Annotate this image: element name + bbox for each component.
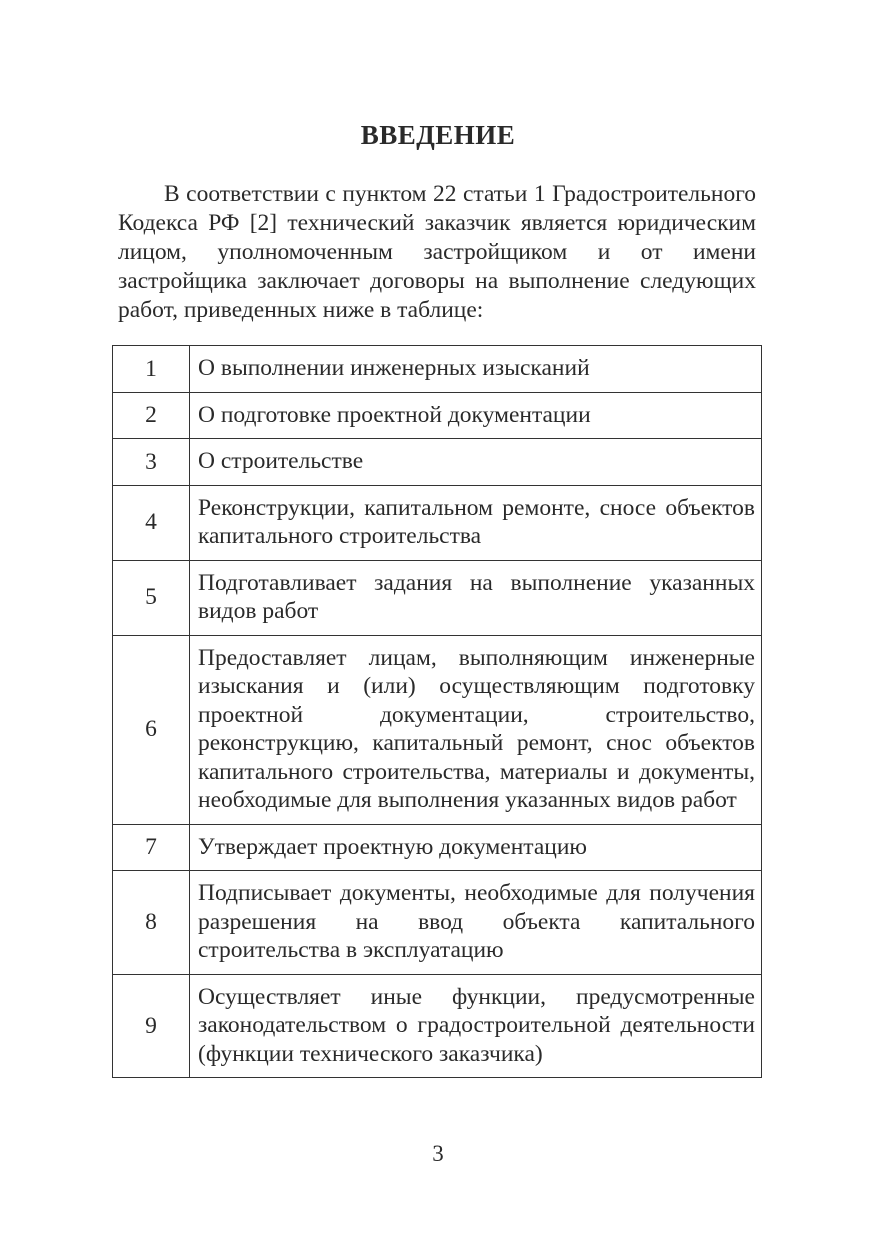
row-number: 4 <box>113 485 190 560</box>
row-text: Подготавливает задания на выполнение указанных видов работ <box>190 560 762 635</box>
row-text: О строительстве <box>190 439 762 486</box>
row-number: 1 <box>113 346 190 393</box>
intro-paragraph: В соответствии с пунктом 22 статьи 1 Градостроительного Кодекса РФ [2] технический заказчик является юридическим лицом, уполномоченным застройщиком и от имени застройщика заключает договоры на выполнение следующих работ, приведенных ниже в таблице: <box>118 181 756 323</box>
table-row <box>113 485 762 560</box>
row-number: 3 <box>113 439 190 486</box>
table-row <box>113 560 762 635</box>
table-row <box>113 392 762 439</box>
row-number: 7 <box>113 824 190 871</box>
table-row <box>113 635 762 824</box>
row-number: 8 <box>113 871 190 975</box>
table-row <box>113 439 762 486</box>
row-number: 9 <box>113 974 190 1078</box>
row-text: Подписывает документы, необходимые для получения разрешения на ввод объекта капитального строительства в эксплуатацию <box>190 871 762 975</box>
page-number: 3 <box>432 1141 444 1166</box>
row-text: О выполнении инженерных изысканий <box>190 346 762 393</box>
row-text: Предоставляет лицам, выполняющим инженерные изыскания и (или) осуществляющим подготовку проектной документации, строительство, реконструкцию, капитальный ремонт, снос объектов капитального строительства, материалы и документы, необходимые для выполнения указанных видов работ <box>190 635 762 824</box>
table-row <box>113 974 762 1078</box>
row-number: 2 <box>113 392 190 439</box>
row-text: Осуществляет иные функции, предусмотренные законодательством о градостроительной деятельности (функции технического заказчика) <box>190 974 762 1078</box>
row-text: Утверждает проектную документацию <box>190 824 762 871</box>
row-number: 6 <box>113 635 190 824</box>
section-heading: ВВЕДЕНИЕ <box>360 120 516 150</box>
table-row <box>113 346 762 393</box>
row-number: 5 <box>113 560 190 635</box>
row-text: Реконструкции, капитальном ремонте, сносе объектов капитального строительства <box>190 485 762 560</box>
row-text: О подготовке проектной документации <box>190 392 762 439</box>
works-table <box>112 345 762 1078</box>
table-row <box>113 871 762 975</box>
table-row <box>113 824 762 871</box>
